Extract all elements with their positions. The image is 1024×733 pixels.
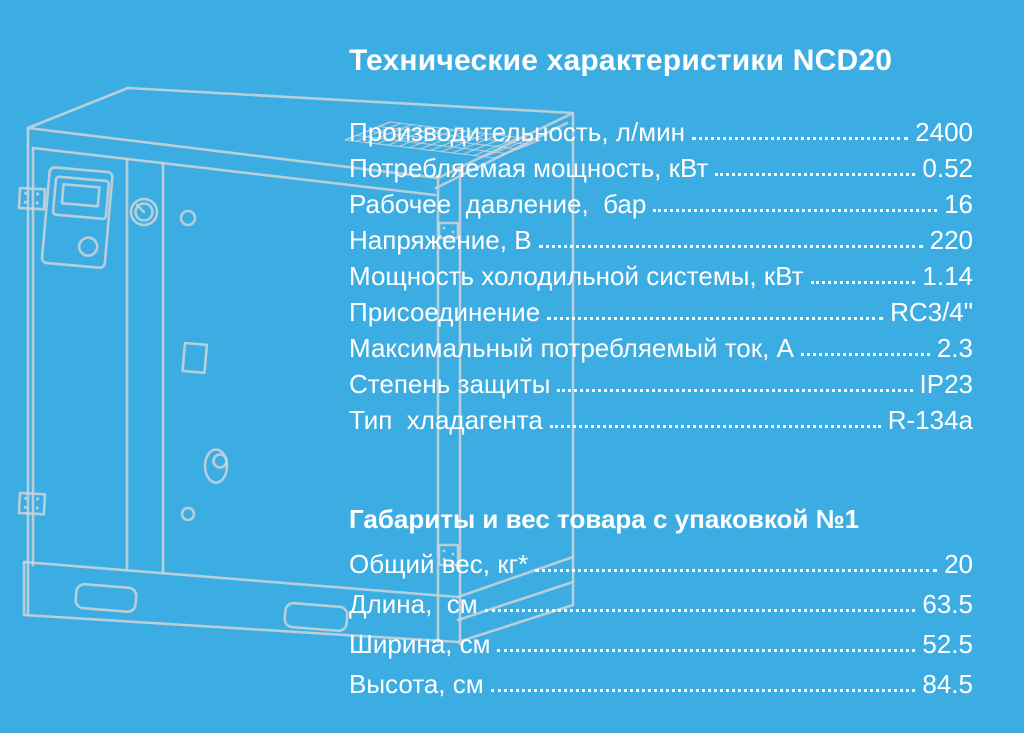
dimension-label: Высота, см xyxy=(349,669,484,699)
dot-leader xyxy=(547,317,883,320)
spec-label: Потребляемая мощность, кВт xyxy=(349,153,709,183)
spec-row xyxy=(349,150,973,186)
dimension-label: Длина, см xyxy=(349,589,478,619)
spec-value: IP23 xyxy=(919,369,973,399)
spec-label: Мощность холодильной системы, кВт xyxy=(349,261,804,291)
dot-leader xyxy=(497,649,915,652)
front-button xyxy=(181,211,195,225)
dot-leader xyxy=(557,389,912,392)
spec-label: Напряжение, В xyxy=(349,225,532,255)
spec-list xyxy=(349,114,973,438)
spec-value: 1.14 xyxy=(922,261,973,291)
spec-row xyxy=(349,258,973,294)
dimension-value: 63.5 xyxy=(922,589,973,619)
spec-content xyxy=(349,36,973,704)
control-panel xyxy=(42,167,113,268)
spec-value: 2400 xyxy=(915,117,973,147)
spec-row xyxy=(349,294,973,330)
spec-value: 16 xyxy=(944,189,973,219)
spec-value: 0.52 xyxy=(922,153,973,183)
dimension-label: Ширина, см xyxy=(349,629,491,659)
dot-leader xyxy=(811,281,916,284)
dimension-row xyxy=(349,584,973,624)
dimension-value: 84.5 xyxy=(922,669,973,699)
dot-leader xyxy=(491,689,916,692)
spec-label: Присоединение xyxy=(349,297,541,327)
dot-leader xyxy=(692,137,908,140)
dimensions-heading: Габариты и вес товара с упаковкой №1 xyxy=(349,504,860,534)
spec-label: Степень защиты xyxy=(349,369,551,399)
handle-slot xyxy=(183,343,207,373)
screw-hole xyxy=(182,508,194,520)
spec-label: Рабочее давление, бар xyxy=(349,189,647,219)
dot-leader xyxy=(715,173,915,176)
spec-row xyxy=(349,186,973,222)
dimension-row xyxy=(349,624,973,664)
dot-leader xyxy=(801,353,930,356)
spec-label: Тип хладагента xyxy=(349,405,543,435)
base-vent-right xyxy=(284,603,348,632)
dot-leader xyxy=(485,609,916,612)
dot-leader xyxy=(535,569,937,572)
dimension-row xyxy=(349,544,973,584)
spec-row xyxy=(349,114,973,150)
dimension-row xyxy=(349,664,973,704)
dot-leader xyxy=(550,425,881,428)
spec-row xyxy=(349,366,973,402)
spec-value: RC3/4" xyxy=(890,297,973,327)
dimension-label: Общий вес, кг* xyxy=(349,549,529,579)
spec-row xyxy=(349,330,973,366)
spec-row xyxy=(349,222,973,258)
dot-leader xyxy=(653,209,937,212)
dimensions-list xyxy=(349,544,973,704)
dimension-value: 20 xyxy=(944,549,973,579)
base-vent-left xyxy=(75,584,137,613)
spec-label: Максимальный потребляемый ток, А xyxy=(349,333,794,363)
pressure-gauge xyxy=(131,199,157,225)
page-title: Технические характеристики NCD20 xyxy=(349,44,893,77)
spec-value: 220 xyxy=(929,225,973,255)
door-lock xyxy=(205,450,227,483)
spec-row xyxy=(349,402,973,438)
spec-value: 2.3 xyxy=(936,333,973,363)
spec-label: Производительность, л/мин xyxy=(349,117,685,147)
dimension-value: 52.5 xyxy=(922,629,973,659)
spec-value: R-134a xyxy=(887,405,973,435)
dot-leader xyxy=(539,245,923,248)
